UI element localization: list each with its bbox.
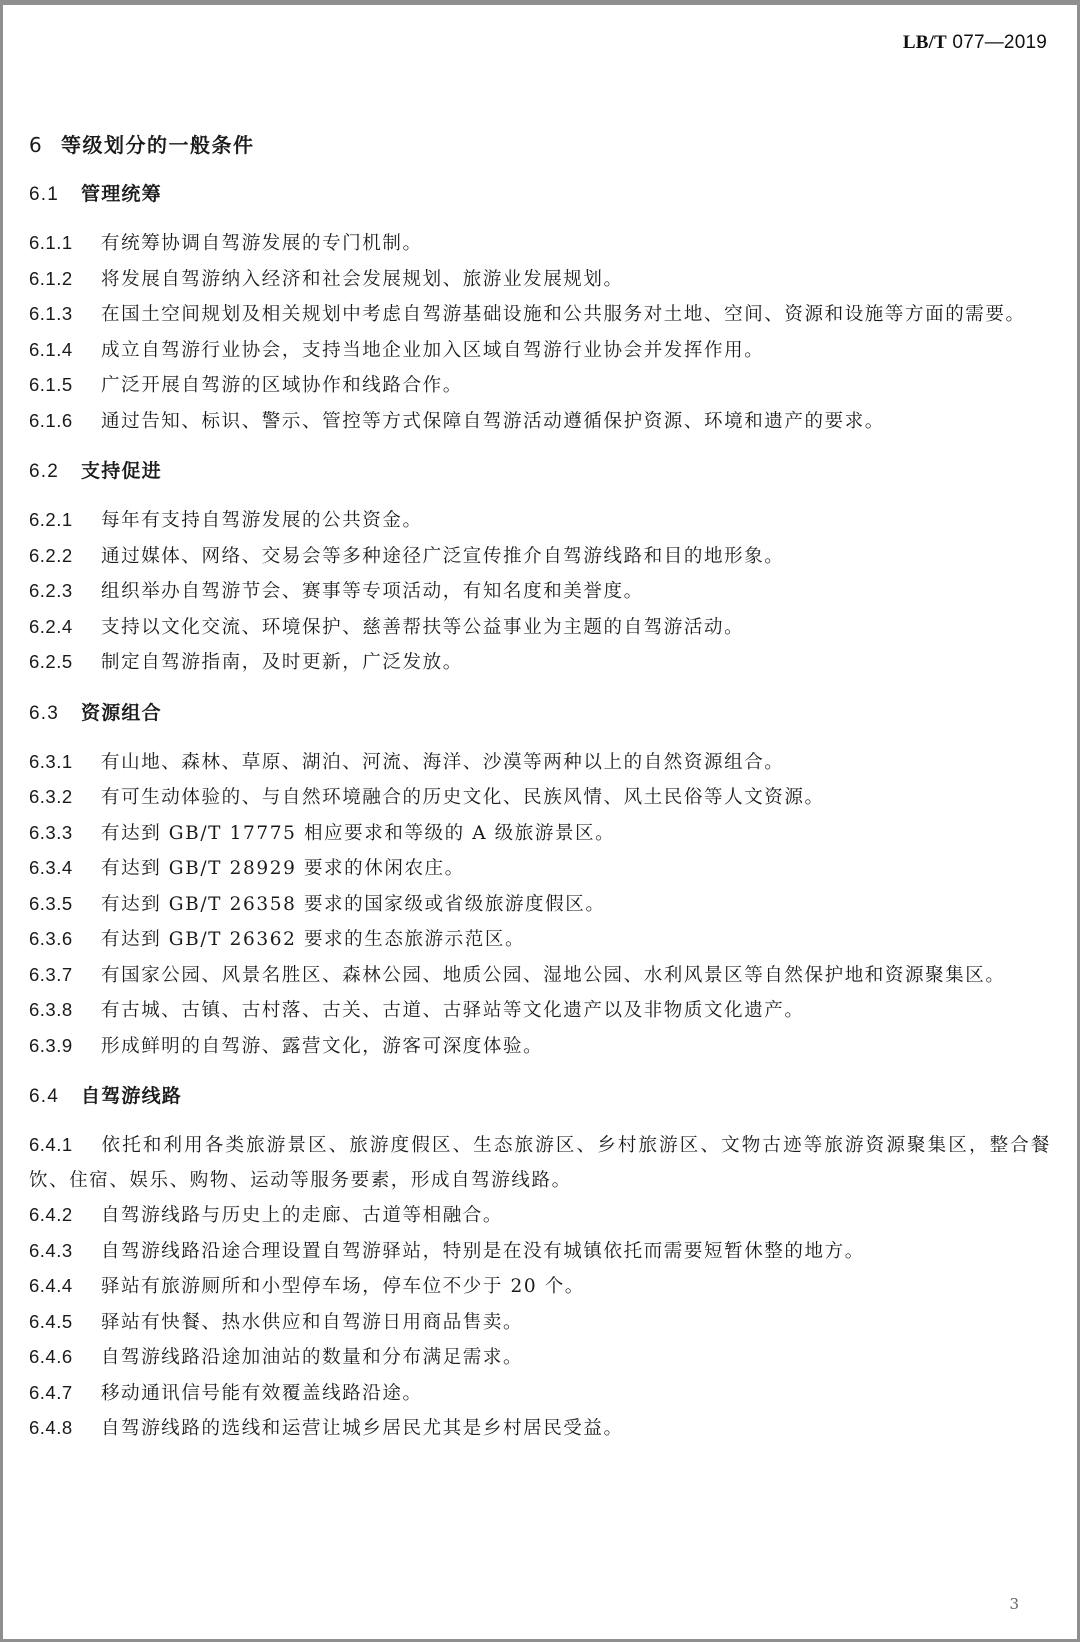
clause-number: 6.4.7: [29, 1381, 73, 1403]
clause-text: 依托和利用各类旅游景区、旅游度假区、生态旅游区、乡村旅游区、文物古迹等旅游资源聚集区，整合餐饮、住宿、娱乐、购物、运动等服务要素，形成自驾游线路。: [29, 1135, 1051, 1191]
section-heading: [29, 454, 1051, 488]
clause-text: 自驾游线路的选线和运营让城乡居民尤其是乡村居民受益。: [101, 1418, 624, 1439]
clause: [29, 574, 1051, 610]
clause: [29, 1029, 1051, 1065]
clause-number: 6.1.4: [29, 338, 73, 360]
section-title: 管理统筹: [81, 183, 162, 205]
clause-number: 6.3.4: [29, 857, 73, 878]
section-6-1: [29, 177, 1051, 439]
section-6-3: [29, 696, 1051, 1065]
clause: [29, 958, 1051, 994]
clause: [29, 745, 1051, 781]
clause-number: 6.2.2: [29, 544, 73, 566]
clause-text: 驿站有快餐、热水供应和自驾游日用商品售卖。: [101, 1311, 524, 1333]
clause-text: 广泛开展自驾游的区域协作和线路合作。: [101, 375, 463, 396]
section-title: 支持促进: [81, 460, 162, 482]
clause: [29, 1340, 1051, 1376]
clause-text: 每年有支持自驾游发展的公共资金。: [101, 510, 423, 531]
clause-text: 有统筹协调自驾游发展的专门机制。: [101, 233, 423, 254]
clause-text: 有达到 GB/T 26362 要求的生态旅游示范区。: [101, 929, 526, 950]
clause-number: 6.1.3: [29, 303, 73, 324]
clause-number: 6.4.6: [29, 1346, 73, 1367]
clause: [29, 368, 1051, 404]
clause-number: 6.4.3: [29, 1239, 73, 1261]
clause: [29, 610, 1051, 646]
clause: [29, 1269, 1051, 1305]
standard-code-header: [903, 32, 1047, 54]
clause: [29, 922, 1051, 958]
clause-number: 6.1.6: [29, 409, 73, 431]
clause: [29, 816, 1051, 852]
clause-number: 6.3.8: [29, 999, 73, 1020]
clause-number: 6.1.1: [29, 232, 73, 253]
clause-text: 有山地、森林、草原、湖泊、河流、海洋、沙漠等两种以上的自然资源组合。: [101, 751, 785, 773]
section-heading: [29, 177, 1051, 211]
clause-text: 驿站有旅游厕所和小型停车场，停车位不少于 20 个。: [101, 1276, 585, 1297]
clause: [29, 262, 1051, 298]
section-number: 6.4: [29, 1086, 60, 1107]
chapter-number: 6: [29, 133, 44, 157]
clause-text: 形成鲜明的自驾游、露营文化，游客可深度体验。: [101, 1035, 544, 1057]
section-6-4: [29, 1079, 1051, 1447]
chapter-heading: [29, 129, 255, 158]
clause: [29, 1305, 1051, 1341]
clause: [29, 780, 1051, 816]
clause-text: 支持以文化交流、环境保护、慈善帮扶等公益事业为主题的自驾游活动。: [101, 616, 745, 638]
clause-text: 在国土空间规划及相关规划中考虑自驾游基础设施和公共服务对土地、空间、资源和设施等方面的需要。: [101, 304, 1026, 325]
clause-number: 6.3.1: [29, 750, 73, 772]
section-heading: [29, 1079, 1051, 1113]
clause: [29, 645, 1051, 681]
clause: [29, 404, 1051, 440]
section-6-2: [29, 454, 1051, 681]
clause-number: 6.4.2: [29, 1204, 73, 1225]
clause-text: 有达到 GB/T 26358 要求的国家级或省级旅游度假区。: [101, 893, 606, 915]
clause-number: 6.4.8: [29, 1417, 73, 1438]
clause-number: 6.3.3: [29, 821, 73, 843]
clause: [29, 851, 1051, 887]
clause-text: 自驾游线路沿途合理设置自驾游驿站，特别是在没有城镇依托而需要短暂休整的地方。: [101, 1240, 865, 1262]
clause-text: 有达到 GB/T 17775 相应要求和等级的 A 级旅游景区。: [101, 822, 616, 844]
document-content: [29, 177, 1051, 1447]
section-number: 6.2: [29, 461, 60, 482]
clause-number: 6.4.4: [29, 1275, 73, 1296]
standard-code: LB/T: [902, 32, 947, 53]
clause-number: 6.3.2: [29, 786, 73, 807]
clause-text: 有国家公园、风景名胜区、森林公园、地质公园、湿地公园、水利风景区等自然保护地和资源聚集区。: [101, 964, 1006, 986]
clause: [29, 1411, 1051, 1447]
clause: [29, 539, 1051, 575]
section-heading: [29, 696, 1051, 730]
clause-number: 6.3.6: [29, 928, 73, 949]
document-page: [3, 5, 1077, 1639]
clause: [29, 297, 1051, 333]
standard-number: 077—2019: [952, 32, 1047, 53]
clause-text: 组织举办自驾游节会、赛事等专项活动，有知名度和美誉度。: [101, 581, 644, 602]
clause-number: 6.3.9: [29, 1034, 73, 1056]
clause: [29, 1376, 1051, 1412]
clause-text: 成立自驾游行业协会，支持当地企业加入区域自驾游行业协会并发挥作用。: [101, 339, 765, 361]
clause: [29, 226, 1051, 262]
clause: [29, 503, 1051, 539]
clause-text: 制定自驾游指南，及时更新，广泛发放。: [101, 652, 463, 673]
clause-text: 有可生动体验的、与自然环境融合的历史文化、民族风情、风土民俗等人文资源。: [101, 787, 825, 808]
clause-number: 6.4.1: [29, 1134, 73, 1155]
clause-number: 6.1.2: [29, 267, 73, 289]
clause-text: 通过媒体、网络、交易会等多种途径广泛宣传推介自驾游线路和目的地形象。: [101, 545, 785, 567]
clause-text: 有古城、古镇、古村落、古关、古道、古驿站等文化遗产以及非物质文化遗产。: [101, 1000, 805, 1021]
clause-number: 6.4.5: [29, 1310, 73, 1332]
clause-number: 6.1.5: [29, 374, 73, 395]
clause-number: 6.3.5: [29, 892, 73, 914]
page-number: 3: [1009, 1595, 1019, 1613]
clause: [29, 1128, 1051, 1198]
clause-text: 通过告知、标识、警示、管控等方式保障自驾游活动遵循保护资源、环境和遗产的要求。: [101, 410, 885, 432]
clause-text: 将发展自驾游纳入经济和社会发展规划、旅游业发展规划。: [101, 268, 624, 290]
section-number: 6.1: [29, 184, 60, 205]
clause-text: 自驾游线路与历史上的走廊、古道等相融合。: [101, 1205, 504, 1226]
clause-number: 6.2.4: [29, 615, 73, 637]
clause: [29, 333, 1051, 369]
clause-text: 有达到 GB/T 28929 要求的休闲农庄。: [101, 858, 465, 879]
clause-number: 6.3.7: [29, 963, 73, 985]
clause-text: 自驾游线路沿途加油站的数量和分布满足需求。: [101, 1347, 524, 1368]
chapter-title: 等级划分的一般条件: [61, 133, 255, 157]
clause: [29, 887, 1051, 923]
clause-text: 移动通讯信号能有效覆盖线路沿途。: [101, 1382, 423, 1404]
clause: [29, 993, 1051, 1029]
section-number: 6.3: [29, 702, 60, 724]
clause-number: 6.2.5: [29, 651, 73, 672]
clause-number: 6.2.1: [29, 509, 73, 530]
section-title: 资源组合: [81, 701, 162, 724]
section-title: 自驾游线路: [81, 1085, 183, 1107]
clause-number: 6.2.3: [29, 580, 73, 601]
clause: [29, 1198, 1051, 1234]
clause: [29, 1234, 1051, 1270]
